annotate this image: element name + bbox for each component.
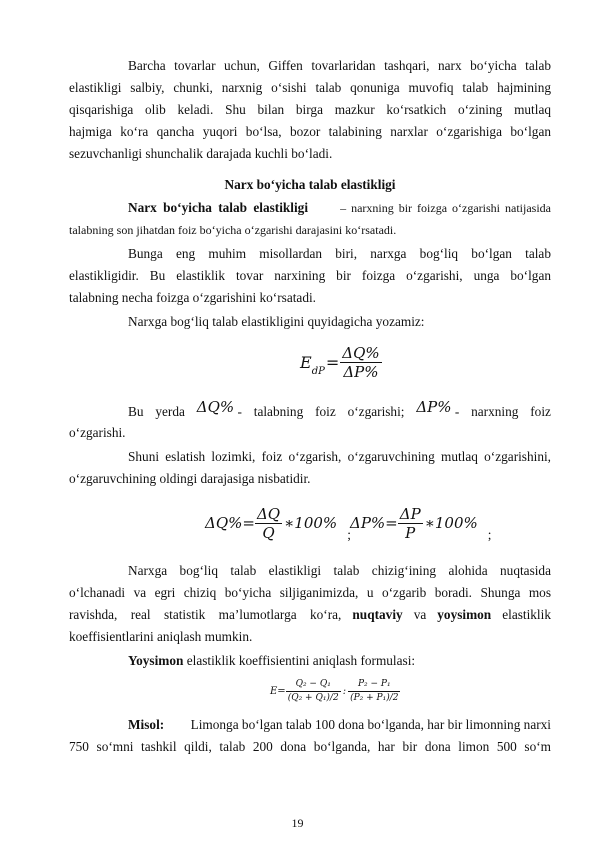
word-foiz-1: foiz [315, 403, 336, 419]
formula2b-fraction [398, 505, 423, 542]
formula3-denominator-q: (Q₂ + Q₁)/2 [287, 692, 339, 703]
term-nuqtaviy: nuqtaviy [352, 607, 403, 622]
definition-text: – narxning bir foizga o‘zgarishi natijasida [340, 201, 551, 215]
elasticity-formula [300, 336, 382, 388]
paragraph-1-line-4: hajmiga ko‘ra qancha yuqori bo‘lsa, bozor talabining narxlar o‘zgarishiga bo‘lgan [69, 124, 551, 139]
term-yoysimon-2: Yoysimon [128, 653, 184, 668]
formula2-denominator: Q [262, 523, 275, 542]
formula2-separator: ; [347, 527, 351, 542]
formula-denominator: ΔP% [343, 362, 379, 381]
percent-change-formula-q [205, 497, 351, 549]
paragraph-9-line-1 [128, 714, 551, 736]
paragraph-1-line-2: elastikligi salbiy, chunki, narxnig o‘sishi talab qonuniga muvofiq talab hajmining [69, 80, 551, 95]
paragraph-1-line-3: qisqarishiga olib keladi. Shu bilan birga mazkur ko‘rsatkich o‘zining mutlaq [69, 102, 551, 117]
paragraph-7-line-3-text: ravishda, real statistik ma’lumotlarga ko‘ra, [69, 607, 342, 622]
arc-elasticity-formula [270, 674, 400, 708]
page-number: 19 [291, 816, 304, 830]
formula2-tail: ∗100% [284, 514, 338, 532]
formula3-numerator-q: Q₂ − Q₁ [286, 678, 341, 692]
formula2b-tail: ∗100% [424, 514, 478, 532]
formula2b-separator: ; [487, 527, 492, 542]
paragraph-8 [128, 650, 415, 672]
word-yerda: yerda [155, 403, 185, 419]
paragraph-3-line-2: elastikligidir. Bu elastiklik tovar narxining bir foizga o‘zgarishi, unga bo‘lgan [69, 268, 551, 283]
paragraph-8-text: elastiklik koeffisientini aniqlash formulasi: [186, 653, 416, 668]
formula3-denominator-p: (P₂ + P₁)/2 [350, 692, 399, 703]
formula3-fraction-q [286, 678, 341, 705]
paragraph-7-line-1: Narxga bog‘liq talab elastikligi talab chizig‘ining alohida nuqtasida [128, 563, 551, 578]
word-ozgarishi: o‘zgarishi; [347, 403, 405, 419]
word-va: va [413, 607, 427, 622]
paragraph-7-line-2: o‘lchanadi va egri chiziq bo‘yicha siljiganimizda, u o‘zgarib boradi. Shunga mos [69, 585, 551, 600]
formula2b-numerator: ΔP [399, 504, 421, 523]
term-yoysimon: yoysimon [437, 607, 492, 622]
formula2-fraction [255, 505, 282, 542]
formula3-colon: : [342, 685, 347, 697]
formula3-lhs: E= [270, 685, 286, 697]
paragraph-1-line-1: Barcha tovarlar uchun, Giffen tovarlaridan tashqari, narx bo‘yicha talab [128, 58, 551, 73]
paragraph-6-line-2: o‘zgaruvchining oldingi darajasiga nisbatidir. [69, 471, 311, 486]
paragraph-4: Narxga bog‘liq talab elastikligini quyidagicha yozamiz: [128, 314, 425, 329]
paragraph-7-line-3 [69, 604, 551, 626]
formula-fraction [340, 344, 381, 381]
delta-p-symbol: ΔP% [416, 398, 452, 416]
paragraph-1-line-5: sezuvchanligi shunchalik darajada kuchli bo‘ladi. [69, 146, 333, 161]
example-text-line-1: Limonga bo‘lgan talab 100 dona bo‘lganda, har bir limonning narxi [190, 717, 551, 732]
paragraph-3-line-3: talabning necha foizga o‘zgarishini ko‘rsatadi. [69, 290, 317, 305]
word-foiz-2: foiz [530, 403, 551, 419]
formula-numerator: ΔQ% [342, 343, 380, 362]
paragraph-9-line-2: 750 so‘mni tashkil qildi, talab 200 dona bo‘lganda, har bir dona limon 500 so‘m [69, 739, 551, 754]
section-heading: Narx bo‘yicha talab elastikligi [224, 177, 396, 192]
word-narxning: narxning [471, 403, 519, 419]
formula2-numerator: ΔQ [256, 504, 281, 523]
paragraph-2-line-2: talabning son jihatdan foiz bo‘yicha o‘zgarishi darajasini ko‘rsatadi. [69, 223, 397, 237]
word-talabning: talabning [253, 403, 304, 419]
formula2b-lhs: ΔP%= [350, 514, 398, 532]
dash-1: - [237, 404, 242, 419]
paragraph-3-line-1: Bunga eng muhim misollardan biri, narxga bog‘liq bo‘lgan talab [128, 246, 551, 261]
paragraph-7-line-4: koeffisientlarini aniqlash mumkin. [69, 629, 253, 644]
formula-equals: = [325, 352, 340, 372]
paragraph-5-line-1 [128, 400, 551, 423]
word-elastiklik: elastiklik [502, 607, 551, 622]
formula-lhs: E [300, 352, 312, 372]
paragraph-6-line-1: Shuni eslatish lozimki, foiz o‘zgarish, o‘zgaruvchining mutlaq o‘zgarishini, [128, 449, 551, 464]
dash-2: - [454, 404, 460, 419]
formula2-lhs: ΔQ%= [205, 514, 255, 532]
word-bu: Bu [128, 403, 144, 419]
paragraph-5-line-2: o‘zgarishi. [69, 425, 126, 440]
formula3-fraction-p [348, 678, 400, 705]
formula3-numerator-p: P₂ − P₁ [348, 678, 400, 692]
delta-q-symbol: ΔQ% [196, 398, 235, 416]
formula-subscript: dP [311, 365, 325, 377]
formula2b-denominator: P [405, 523, 416, 542]
percent-change-formula-p [350, 497, 491, 549]
paragraph-2-line-1 [128, 197, 551, 219]
example-label: Misol: [128, 717, 165, 732]
definition-term: Narx bo‘yicha talab elastikligi [128, 200, 309, 215]
